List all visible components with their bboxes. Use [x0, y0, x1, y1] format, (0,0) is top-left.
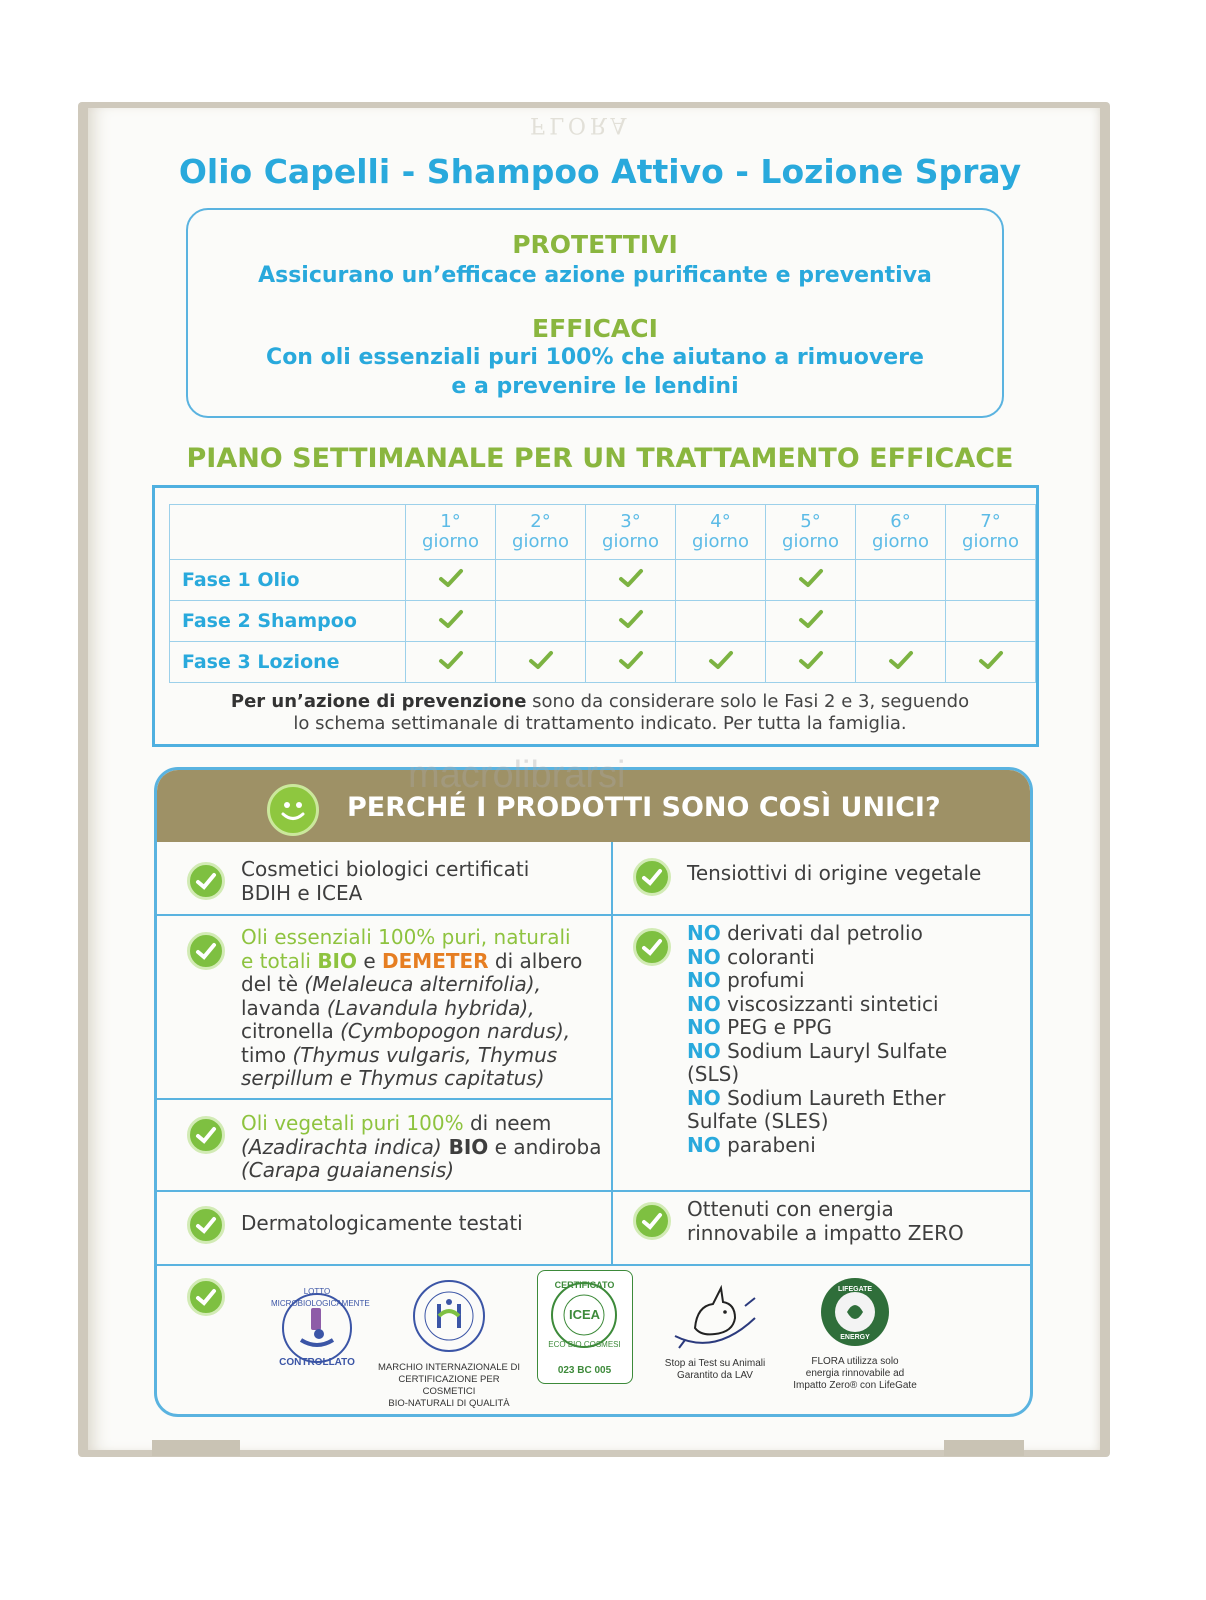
why-unique-box: [154, 767, 1033, 1417]
note-text-line2: lo schema settimanale di trattamento indicato. Per tutta la famiglia.: [293, 713, 907, 734]
day-number: 3°: [620, 511, 641, 532]
day-header: [676, 505, 766, 560]
oils-latin: serpillum e Thymus capitatus): [241, 1066, 545, 1090]
check-badge-icon: [187, 1116, 225, 1154]
oils-green: Oli essenziali 100% puri, naturali: [241, 925, 571, 949]
caption-line: MARCHIO INTERNAZIONALE DI: [378, 1362, 520, 1373]
check-badge-icon: [187, 1206, 225, 1244]
no-item-text: coloranti: [727, 944, 815, 969]
veg-text: di neem: [463, 1111, 552, 1135]
no-item-text: profumi: [727, 968, 805, 992]
no-item-text: viscosizzanti sintetici: [727, 991, 939, 1016]
check-icon: [528, 649, 554, 671]
divider: [157, 914, 1033, 916]
check-icon: [978, 649, 1004, 671]
icea-mid-text: ICEA: [568, 1307, 601, 1322]
plan-title: PIANO SETTIMANALE PER UN TRATTAMENTO EFFICACE: [186, 443, 1014, 474]
check-icon: [438, 567, 464, 589]
no-word: NO: [687, 1085, 721, 1110]
caption-line: FLORA utilizza solo: [811, 1356, 899, 1367]
oils-text: citronella: [241, 1019, 341, 1043]
no-word: NO: [687, 1132, 721, 1157]
prevention-note: [185, 691, 1015, 735]
no-word: NO: [687, 1015, 721, 1039]
icea-ring-text: ECO BIO COSMESI: [548, 1340, 621, 1349]
no-item-text: Sodium Laureth Ether: [727, 1085, 946, 1110]
oils-text: lavanda: [241, 995, 327, 1020]
list-item: [687, 1134, 947, 1158]
check-badge-icon: [187, 932, 225, 970]
check-icon: [618, 567, 644, 589]
check-icon: [438, 608, 464, 630]
day-number: 6°: [890, 511, 911, 532]
plan-cell: [856, 601, 946, 642]
benefit-heading: PROTETTIVI: [512, 230, 678, 259]
day-header: [946, 505, 1036, 560]
divider: [611, 842, 613, 1266]
phase-label: Fase 2 Shampoo: [170, 601, 406, 642]
no-word: NO: [687, 1038, 721, 1063]
lifegate-bottom: ENERGY: [840, 1334, 870, 1341]
day-word: giorno: [782, 531, 839, 552]
check-icon: [798, 567, 824, 589]
check-badge-icon: [187, 1278, 225, 1316]
no-word: NO: [687, 921, 721, 945]
caption-line: energia rinnovabile ad: [805, 1368, 905, 1379]
no-item-text: parabeni: [727, 1132, 816, 1157]
bio-label: BIO: [441, 1134, 489, 1159]
day-word: giorno: [422, 531, 479, 552]
plan-cell: [856, 642, 946, 683]
vegetable-oils-text: [241, 1112, 601, 1183]
day-word: giorno: [872, 531, 929, 552]
lifegate-caption: [777, 1356, 933, 1392]
benefits-box: [186, 208, 1004, 418]
day-number: 2°: [530, 511, 551, 532]
check-icon: [708, 649, 734, 671]
plan-cell: [766, 601, 856, 642]
bdih-logo: [409, 1276, 489, 1356]
oils-text: timo: [241, 1042, 293, 1067]
smiley-icon: [267, 784, 319, 836]
plan-cell: [586, 642, 676, 683]
check-badge-icon: [187, 862, 225, 900]
caption-line: Stop ai Test su Animali: [664, 1358, 766, 1369]
cert-line: BDIH e ICEA: [241, 880, 363, 905]
caption-line: CERTIFICAZIONE PER COSMETICI: [398, 1374, 500, 1397]
day-number: 5°: [800, 511, 821, 532]
no-item-text: Sodium Lauryl Sulfate: [727, 1038, 948, 1063]
list-item: [687, 922, 947, 946]
bdih-caption: [377, 1362, 521, 1410]
list-item: [687, 946, 947, 970]
list-item-cont: Sulfate (SLES): [687, 1109, 829, 1133]
plan-cell: [676, 560, 766, 601]
oils-text: del tè: [241, 972, 305, 996]
day-header: [586, 505, 676, 560]
oils-latin: (Thymus vulgaris, Thymus: [292, 1042, 558, 1067]
day-number: 4°: [710, 511, 731, 532]
day-header: [496, 505, 586, 560]
oils-green: e totali: [241, 948, 318, 973]
cert-line: Cosmetici biologici certificati: [241, 857, 530, 881]
energy-line: rinnovabile a impatto ZERO: [687, 1220, 964, 1245]
check-icon: [798, 608, 824, 630]
box-foot-right: [944, 1440, 1024, 1456]
plan-cell: [406, 560, 496, 601]
plan-cell: [766, 560, 856, 601]
energy-text: [687, 1198, 964, 1245]
weekly-plan: [152, 485, 1039, 747]
check-icon: [798, 649, 824, 671]
lifegate-logo: [821, 1278, 889, 1346]
day-word: giorno: [962, 531, 1019, 552]
plan-cell: [946, 601, 1036, 642]
icea-top-text: CERTIFICATO: [554, 1280, 615, 1290]
list-item: [687, 993, 947, 1017]
list-item: [687, 1016, 947, 1040]
check-icon: [438, 649, 464, 671]
day-header: [856, 505, 946, 560]
list-item: [687, 969, 947, 993]
check-icon: [618, 608, 644, 630]
divider: [157, 1098, 613, 1100]
caption-line: Impatto Zero® con LifeGate: [793, 1380, 917, 1391]
no-word: NO: [687, 991, 721, 1016]
no-list: [687, 922, 947, 1157]
day-word: giorno: [512, 531, 569, 552]
no-item-text: PEG e PPG: [727, 1015, 832, 1039]
oils-latin: (Lavandula hybrida),: [326, 995, 535, 1020]
day-word: giorno: [602, 531, 659, 552]
plan-table: [169, 504, 1036, 683]
icea-code: 023 BC 005: [557, 1365, 612, 1376]
list-item: [687, 1040, 947, 1064]
plan-cell: [766, 642, 856, 683]
caption-line: Garantito da LAV: [677, 1370, 753, 1381]
lotto-bottom-text: CONTROLLATO: [279, 1357, 355, 1368]
day-number: 7°: [980, 511, 1001, 532]
benefit-text: e a prevenire le lendini: [451, 374, 739, 399]
phase-label: Fase 1 Olio: [170, 560, 406, 601]
no-word: NO: [687, 944, 721, 969]
essential-oils-text: [241, 926, 582, 1091]
caption-line: BIO-NATURALI DI QUALITÀ: [388, 1398, 510, 1409]
brand-faded: FLORA: [530, 112, 631, 137]
list-item: [687, 1087, 947, 1111]
lav-caption: [647, 1358, 783, 1382]
check-badge-icon: [633, 1202, 671, 1240]
why-title: PERCHÉ I PRODOTTI SONO COSÌ UNICI?: [347, 792, 941, 823]
veg-latin: (Azadirachta indica): [241, 1134, 442, 1159]
veg-green: Oli vegetali puri 100%: [241, 1111, 464, 1135]
plan-cell: [496, 642, 586, 683]
corner-cell: [170, 505, 406, 560]
veg-latin: (Carapa guaianensis): [241, 1158, 455, 1182]
table-row: [170, 505, 1036, 560]
oils-latin: (Cymbopogon nardus),: [340, 1019, 571, 1043]
box-foot-left: [152, 1440, 240, 1456]
cert-text: [241, 858, 529, 905]
product-title: Olio Capelli - Shampoo Attivo - Lozione Spray: [178, 152, 1022, 191]
lifegate-top: LIFEGATE: [837, 1286, 873, 1293]
check-icon: [888, 649, 914, 671]
plan-cell: [946, 642, 1036, 683]
check-icon: [618, 649, 644, 671]
demeter-label: DEMETER: [382, 948, 489, 973]
plan-cell: [676, 642, 766, 683]
day-number: 1°: [440, 511, 461, 532]
plan-cell: [406, 601, 496, 642]
table-row: [170, 560, 1036, 601]
plan-cell: [586, 560, 676, 601]
check-badge-icon: [633, 858, 671, 896]
tensio-text: Tensiottivi di origine vegetale: [687, 861, 982, 885]
energy-line: Ottenuti con energia: [687, 1197, 894, 1221]
bio-label: BIO: [317, 948, 357, 973]
divider: [157, 1190, 1033, 1192]
lav-bunny-icon: [665, 1278, 765, 1358]
day-header: [406, 505, 496, 560]
plan-cell: [856, 560, 946, 601]
table-row: [170, 642, 1036, 683]
phase-label: Fase 3 Lozione: [170, 642, 406, 683]
benefit-text: Con oli essenziali puri 100% che aiutano a rimuovere: [266, 345, 924, 370]
icea-logo: [537, 1270, 633, 1384]
no-word: NO: [687, 968, 721, 992]
oils-text: e: [357, 948, 383, 973]
oils-latin: (Melaleuca alternifolia),: [304, 972, 541, 996]
benefit-heading: EFFICACI: [532, 314, 658, 343]
plan-cell: [406, 642, 496, 683]
divider: [157, 1264, 1033, 1266]
derma-text: Dermatologicamente testati: [241, 1211, 523, 1235]
day-word: giorno: [692, 531, 749, 552]
list-item-cont: (SLS): [687, 1062, 740, 1086]
note-bold: Per un’azione di prevenzione: [230, 691, 527, 712]
watermark: macrolibrarsi: [408, 754, 626, 796]
no-item-text: derivati dal petrolio: [727, 921, 923, 945]
table-row: [170, 601, 1036, 642]
check-badge-icon: [633, 928, 671, 966]
veg-text: e andiroba: [488, 1134, 602, 1159]
day-header: [766, 505, 856, 560]
benefit-text: Assicurano un’efficace azione purificante e preventiva: [258, 263, 932, 288]
lotto-ring-text: LOTTO MICROBIOLOGICAMENTE: [271, 1287, 370, 1308]
plan-cell: [946, 560, 1036, 601]
plan-cell: [586, 601, 676, 642]
oils-text: di albero: [488, 948, 583, 973]
note-text: sono da considerare solo le Fasi 2 e 3, seguendo: [526, 691, 970, 712]
plan-cell: [496, 560, 586, 601]
plan-cell: [676, 601, 766, 642]
plan-cell: [496, 601, 586, 642]
